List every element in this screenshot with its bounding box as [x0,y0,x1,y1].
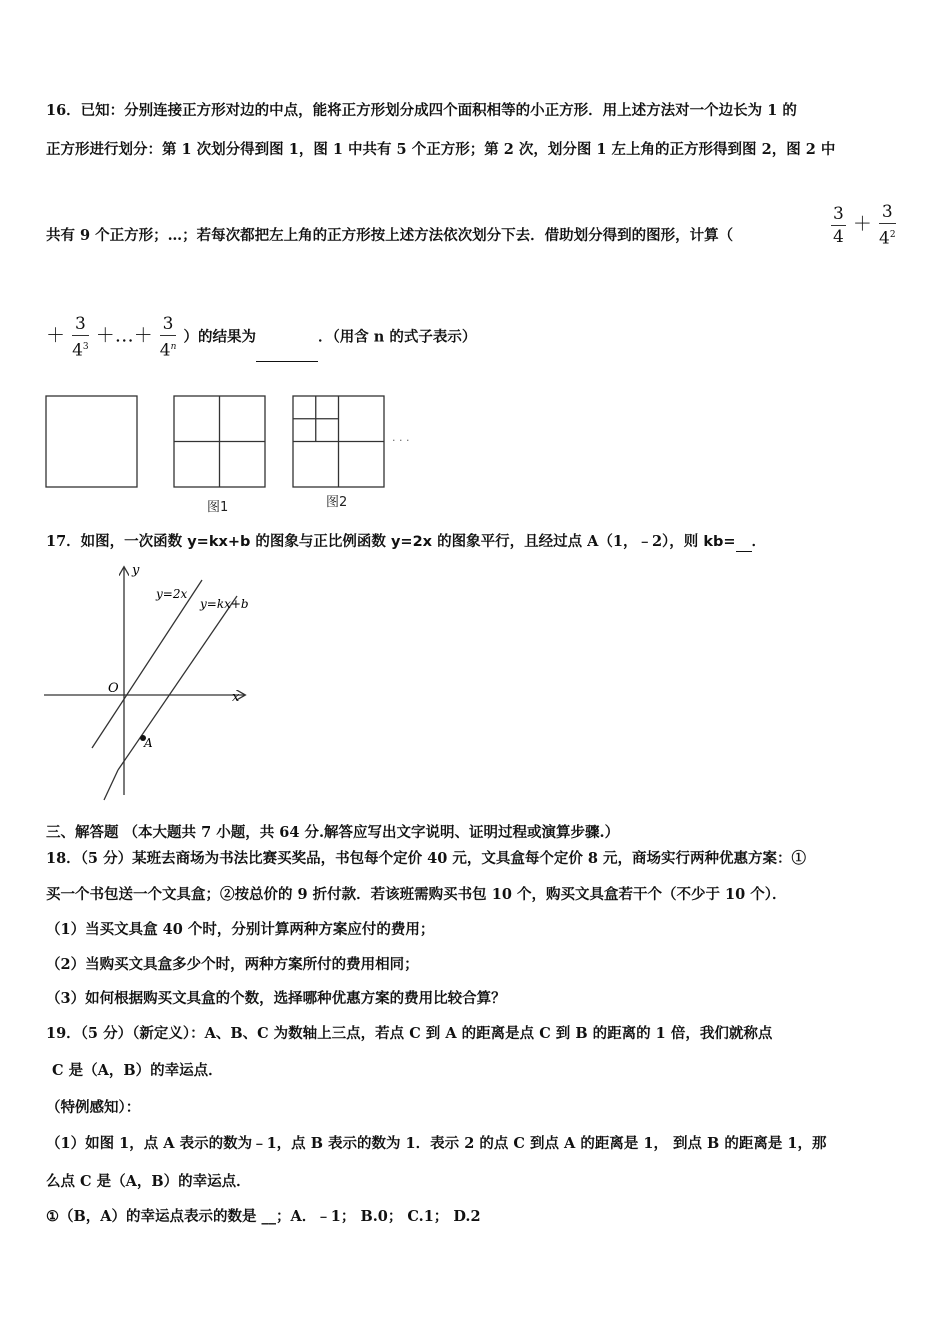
line-y-kx-b-label: y=kx+b [200,597,249,611]
fraction-numerator: 3 [160,313,177,336]
y-axis-label: y [132,563,140,578]
q16-line4-tail: ）的结果为 [183,328,256,346]
q19-line2: C 是（A，B）的幸运点． [52,1062,223,1079]
fraction-base: 4 [159,340,171,361]
line-y-2x [92,580,202,748]
fraction-denominator [160,336,177,362]
line-y-kx-b [118,596,237,770]
q17-line [46,532,766,552]
fraction-exponent: 2 [889,230,896,240]
q16-line2: 正方形进行划分：第 1 次划分得到图 1，图 1 中共有 5 个正方形；第 2 次，划分图 1 左上角的正方形得到图 2，图 2 中 [46,141,836,158]
origin-label: O [108,681,119,696]
q19-line6: ①（B，A）的幸运点表示的数是 __；A．﹣1； B.0； C.1； D.2 [46,1208,481,1225]
q17-func2: y=2x [390,534,433,550]
fraction-numerator: 3 [833,203,844,224]
figure-2-square [293,396,384,487]
q16-figures [40,390,420,515]
figure-0-square [46,396,137,487]
fraction-base: 4 [72,340,83,361]
plus-sign: ＋ [46,324,66,347]
line-y-2x-label: y=2x [156,587,188,601]
fraction-3-over-4-n [160,313,177,362]
q16-line4-end: ．（用含 n 的式子表示） [317,328,477,346]
fraction-denominator [879,224,896,250]
q18-line2: 买一个书包送一个文具盒；②按总价的 9 折付款．若该班需购买书包 10 个，购买文具盒若干个（不少于 10 个）． [46,886,787,903]
point-a-label: A [144,736,153,750]
figure-continuation-dots: · · · [392,434,410,447]
q16-line4 [46,313,476,362]
fraction-base: 4 [879,228,890,249]
q17-func1: y=kx+b [187,534,251,550]
plus-ellipsis-plus: ＋…＋ [95,324,153,347]
q17-text-mid1: 的图象与正比例函数 [250,533,391,550]
plus-sign: ＋ [852,212,872,235]
fraction-denominator [72,336,89,362]
answer-blank [736,551,752,552]
fraction-3-over-4-cubed [72,313,89,362]
q16-fraction-group-a [829,201,898,250]
q18-sub1: （1）当买文具盒 40 个时，分别计算两种方案应付的费用； [46,921,435,938]
q18-line1: 18．（5 分）某班去商场为书法比赛买奖品，书包每个定价 40 元，文具盒每个定价 8 元，商场实行两种优惠方案：① [46,850,807,867]
fraction-exponent: n [170,342,177,352]
fraction-numerator: 3 [72,313,89,336]
figure-2-label: 图2 [326,495,348,510]
fraction-exponent: 3 [82,342,89,352]
q16-line3-text: 共有 9 个正方形；…；若每次都把左上角的正方形按上述方法依次划分下去．借助划分得到的图形，计算（ [46,227,734,244]
q17-kb: kb= [703,534,736,550]
figure-1-square [174,396,265,487]
figure-1-label: 图1 [207,500,229,515]
q16-line1: 16．已知：分别连接正方形对边的中点，能将正方形划分成四个面积相等的小正方形．用上述方法对一个边长为 1 的 [46,102,797,119]
q18-sub2: （2）当购买文具盒多少个时，两种方案所付的费用相同； [46,956,419,973]
q17-text-before: 17．如图，一次函数 [46,533,188,550]
section-3-heading: 三、解答题 （本大题共 7 小题，共 64 分.解答应写出文字说明、证明过程或演算步骤.） [46,824,620,841]
fraction-3-over-4-squared [879,201,896,250]
q18-sub3: （3）如何根据购买文具盒的个数，选择哪种优惠方案的费用比较合算？ [46,990,506,1007]
answer-blank [256,361,318,362]
line-y-kx-b-extension [104,770,118,800]
q19-line4: （1）如图 1，点 A 表示的数为﹣1，点 B 表示的数为 1．表示 2 的点 C 到点 A 的距离是 1， 到点 B 的距离是 1，那 [46,1135,827,1152]
q16-line3 [46,226,733,246]
x-axis-label: x [232,690,240,705]
q17-text-end: ． [751,533,767,550]
fraction-denominator: 4 [833,226,844,247]
q19-line5: 么点 C 是（A，B）的幸运点． [46,1173,251,1190]
fraction-numerator: 3 [879,201,896,224]
q19-line1: 19．（5 分）（新定义）：A、B、C 为数轴上三点，若点 C 到 A 的距离是点 C 到 B 的距离的 1 倍，我们就称点 [46,1025,773,1042]
q17-text-mid2: 的图象平行，且经过点 A（1，﹣2），则 [432,533,704,550]
q17-graph [42,560,257,805]
q19-line3: （特例感知）： [46,1099,141,1116]
fraction-3-over-4 [831,203,846,248]
